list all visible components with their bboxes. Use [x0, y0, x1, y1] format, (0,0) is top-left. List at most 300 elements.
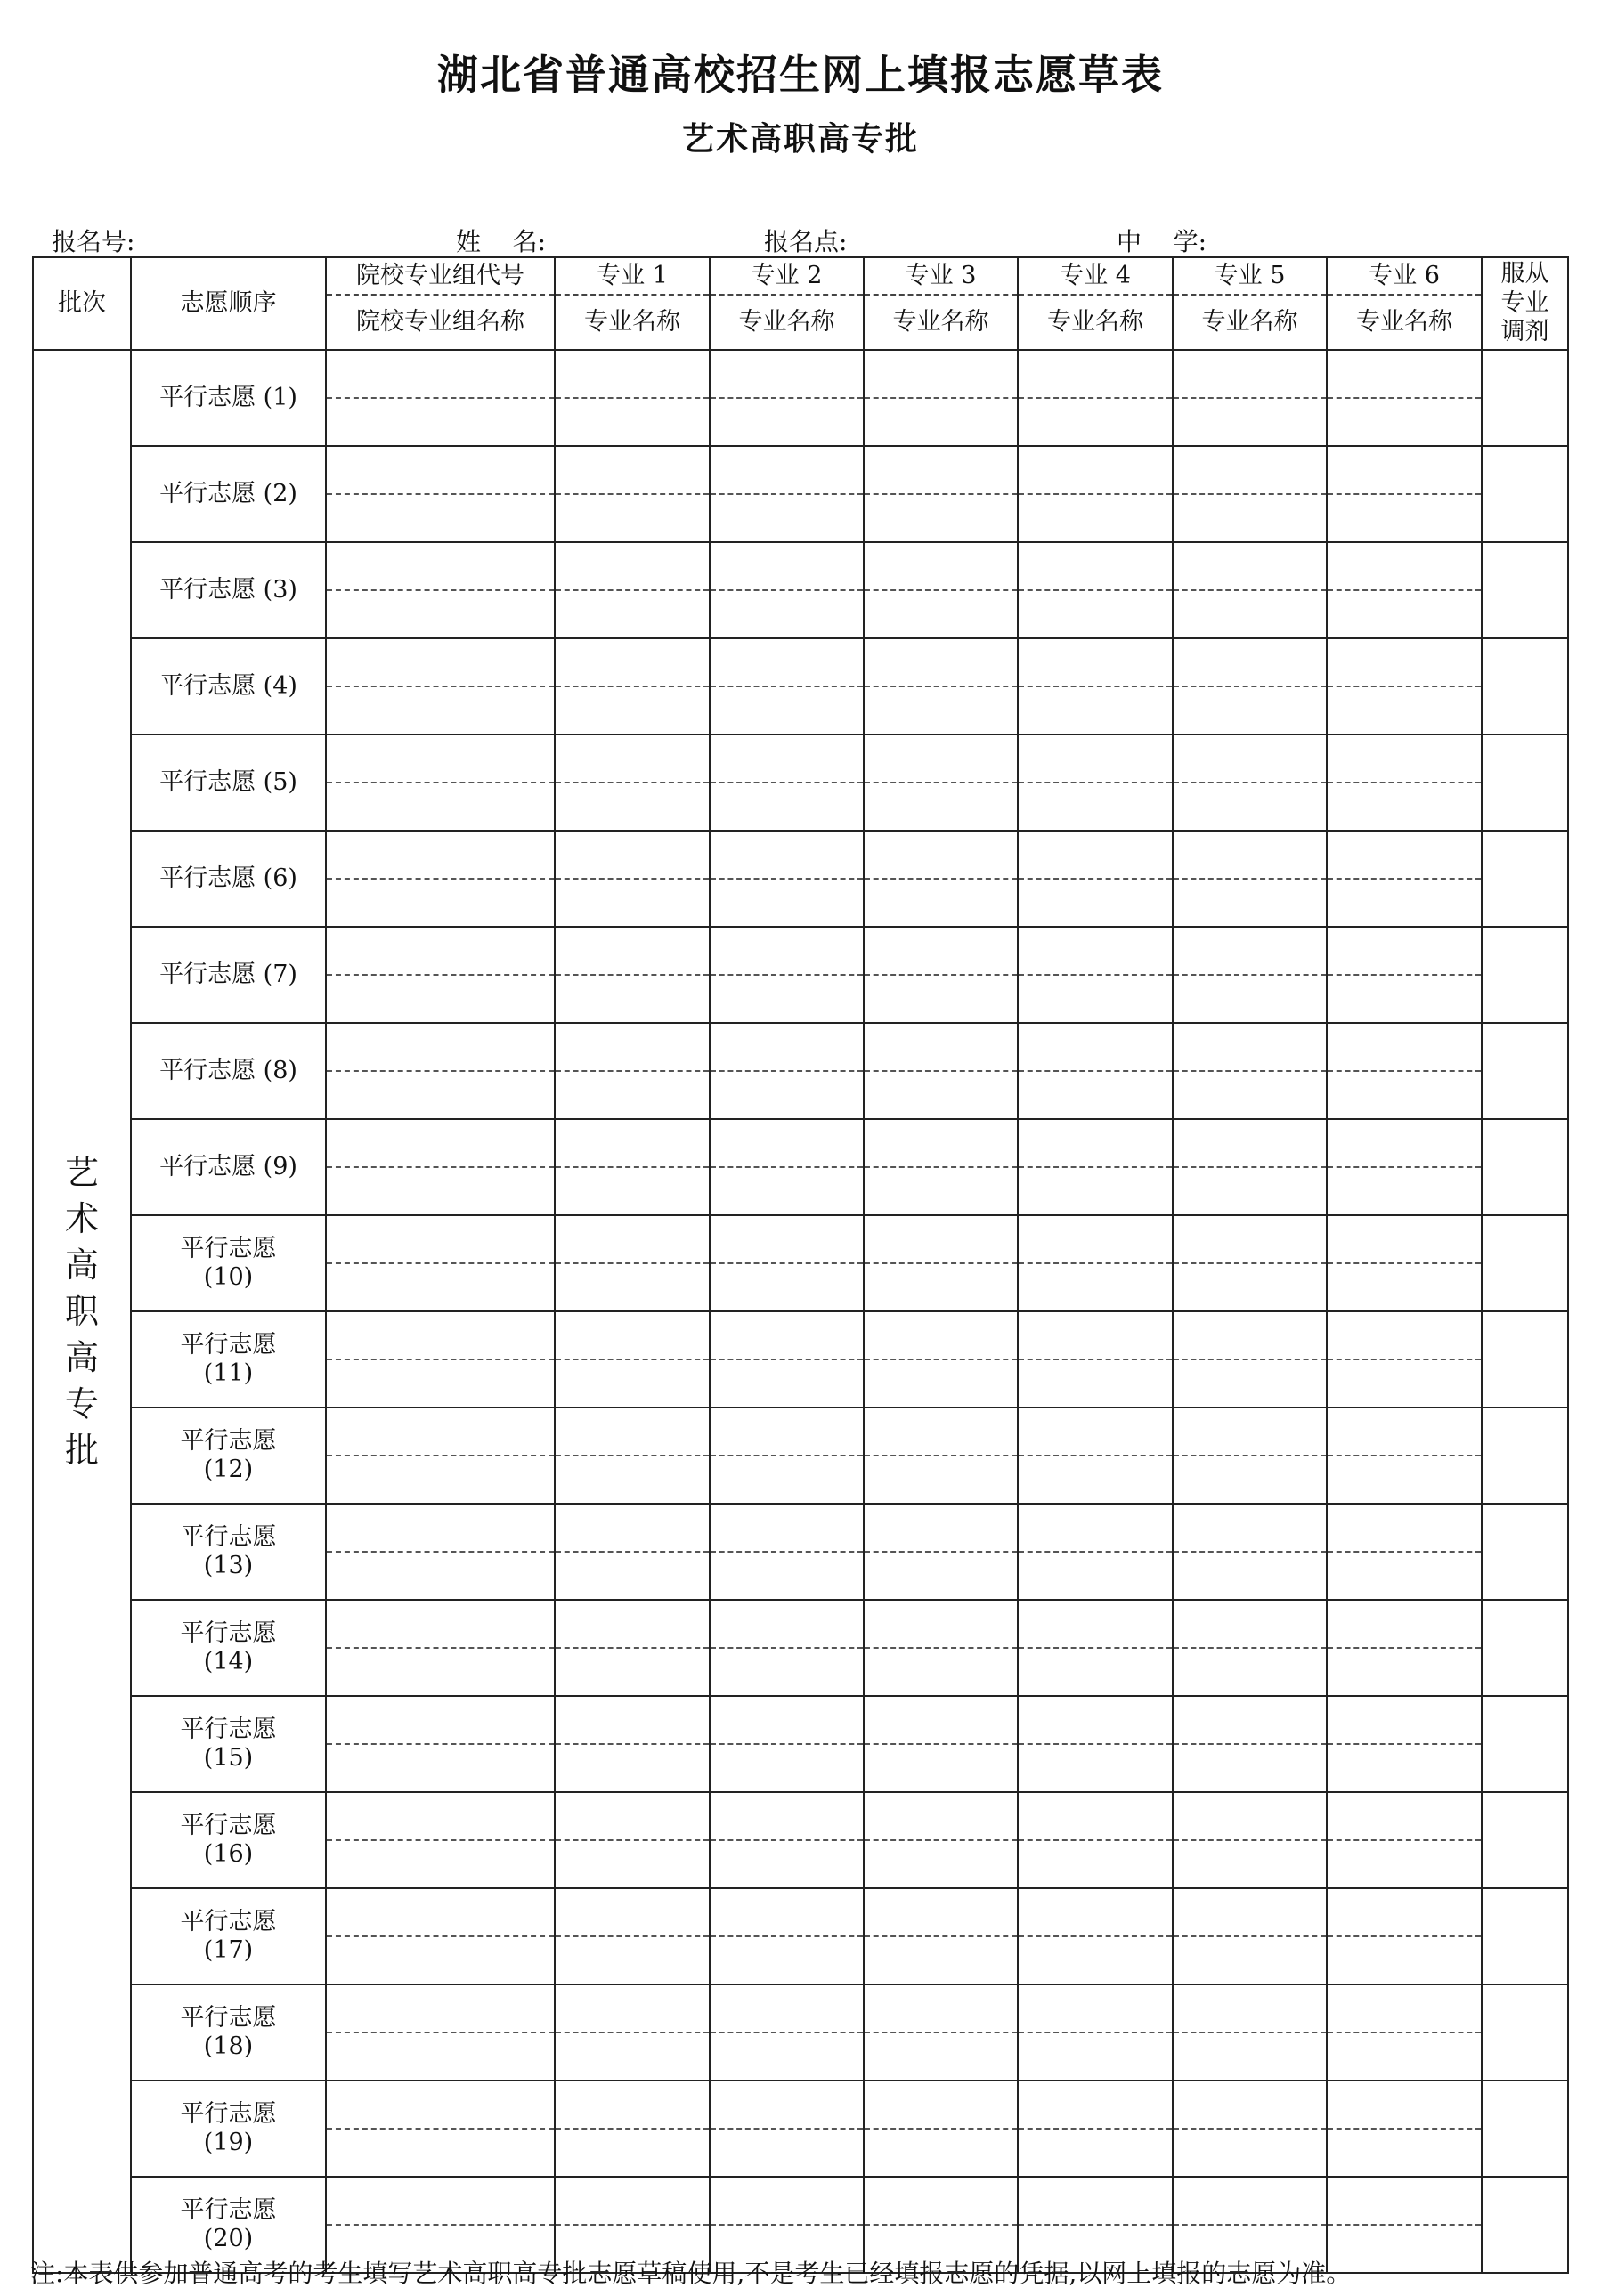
major-3-cell[interactable] [864, 1696, 1018, 1744]
major-4-header: 专业 4 [1018, 257, 1173, 295]
major-2-cell[interactable] [710, 1408, 864, 1456]
major-name-header: 专业名称 [710, 295, 864, 350]
major-1-cell[interactable] [555, 2177, 710, 2225]
major-2-cell[interactable] [710, 1792, 864, 1840]
major-4-name-cell[interactable] [1018, 879, 1173, 927]
group-code-cell[interactable] [326, 446, 555, 494]
major-3-name-cell[interactable] [864, 1263, 1018, 1311]
major-4-cell[interactable] [1018, 446, 1173, 494]
major-3-name-cell[interactable] [864, 1744, 1018, 1792]
major-1-cell[interactable] [555, 1696, 710, 1744]
major-4-cell[interactable] [1018, 1215, 1173, 1263]
major-2-name-cell[interactable] [710, 398, 864, 446]
major-3-cell[interactable] [864, 1792, 1018, 1840]
major-6-cell[interactable] [1327, 1119, 1482, 1167]
major-2-name-cell[interactable] [710, 494, 864, 542]
major-2-name-cell[interactable] [710, 1456, 864, 1504]
major-2-cell[interactable] [710, 831, 864, 879]
major-4-name-cell[interactable] [1018, 1263, 1173, 1311]
major-2-name-cell[interactable] [710, 1744, 864, 1792]
major-4-name-cell[interactable] [1018, 590, 1173, 638]
major-4-cell[interactable] [1018, 350, 1173, 398]
major-5-name-cell[interactable] [1173, 1936, 1327, 1984]
major-1-name-cell[interactable] [555, 590, 710, 638]
major-6-name-cell[interactable] [1327, 879, 1482, 927]
major-3-name-cell[interactable] [864, 494, 1018, 542]
adjustment-cell[interactable] [1482, 350, 1568, 446]
major-4-name-cell[interactable] [1018, 398, 1173, 446]
major-1-cell[interactable] [555, 1984, 710, 2032]
major-1-cell[interactable] [555, 1792, 710, 1840]
major-2-name-cell[interactable] [710, 879, 864, 927]
group-code-cell[interactable] [326, 350, 555, 398]
choice-order-cell [131, 1119, 326, 1215]
major-5-cell[interactable] [1173, 1984, 1327, 2032]
major-3-cell[interactable] [864, 1504, 1018, 1552]
major-3-cell[interactable] [864, 1984, 1018, 2032]
group-code-cell[interactable] [326, 2177, 555, 2225]
major-2-name-cell[interactable] [710, 1263, 864, 1311]
group-name-cell[interactable] [326, 1167, 555, 1215]
major-3-cell[interactable] [864, 1311, 1018, 1359]
major-6-name-cell[interactable] [1327, 1071, 1482, 1119]
major-1-name-cell[interactable] [555, 2129, 710, 2177]
major-6-cell[interactable] [1327, 1408, 1482, 1456]
major-5-cell[interactable] [1173, 927, 1327, 975]
major-1-name-cell[interactable] [555, 1456, 710, 1504]
major-1-cell[interactable] [555, 1119, 710, 1167]
major-4-name-cell[interactable] [1018, 2129, 1173, 2177]
major-1-name-cell[interactable] [555, 1263, 710, 1311]
major-3-cell[interactable] [864, 1023, 1018, 1071]
major-1-name-cell[interactable] [555, 398, 710, 446]
group-code-cell[interactable] [326, 1215, 555, 1263]
major-1-name-cell[interactable] [555, 1648, 710, 1696]
major-2-cell[interactable] [710, 446, 864, 494]
major-5-name-cell[interactable] [1173, 1648, 1327, 1696]
major-6-cell[interactable] [1327, 1888, 1482, 1936]
major-2-name-cell[interactable] [710, 590, 864, 638]
major-5-name-cell[interactable] [1173, 2129, 1327, 2177]
major-3-name-cell[interactable] [864, 590, 1018, 638]
major-3-cell[interactable] [864, 734, 1018, 783]
major-2-cell[interactable] [710, 734, 864, 783]
major-6-cell[interactable] [1327, 831, 1482, 879]
major-2-cell[interactable] [710, 1888, 864, 1936]
major-6-name-cell[interactable] [1327, 398, 1482, 446]
adjustment-cell[interactable] [1482, 1888, 1568, 1984]
adjustment-cell[interactable] [1482, 542, 1568, 638]
major-3-name-cell[interactable] [864, 2129, 1018, 2177]
group-code-cell[interactable] [326, 1311, 555, 1359]
adjustment-cell[interactable] [1482, 831, 1568, 927]
major-2-cell[interactable] [710, 1023, 864, 1071]
major-2-cell[interactable] [710, 1215, 864, 1263]
adjustment-cell[interactable] [1482, 927, 1568, 1023]
major-6-name-cell[interactable] [1327, 975, 1482, 1023]
major-4-name-cell[interactable] [1018, 494, 1173, 542]
group-name-cell[interactable] [326, 1456, 555, 1504]
major-2-name-cell[interactable] [710, 2032, 864, 2081]
major-3-name-cell[interactable] [864, 2032, 1018, 2081]
major-6-cell[interactable] [1327, 734, 1482, 783]
major-4-cell[interactable] [1018, 1888, 1173, 1936]
major-6-cell[interactable] [1327, 446, 1482, 494]
major-5-name-cell[interactable] [1173, 879, 1327, 927]
major-4-cell[interactable] [1018, 1600, 1173, 1648]
major-6-name-cell[interactable] [1327, 1263, 1482, 1311]
major-3-name-cell[interactable] [864, 1936, 1018, 1984]
major-4-name-cell[interactable] [1018, 1071, 1173, 1119]
group-name-cell[interactable] [326, 1744, 555, 1792]
major-3-name-cell[interactable] [864, 1167, 1018, 1215]
major-6-name-cell[interactable] [1327, 1167, 1482, 1215]
major-1-cell[interactable] [555, 831, 710, 879]
major-3-cell[interactable] [864, 1600, 1018, 1648]
adjustment-cell[interactable] [1482, 2081, 1568, 2177]
major-4-cell[interactable] [1018, 1792, 1173, 1840]
major-1-cell[interactable] [555, 542, 710, 590]
major-5-name-cell[interactable] [1173, 975, 1327, 1023]
major-4-cell[interactable] [1018, 2177, 1173, 2225]
group-code-cell[interactable] [326, 1600, 555, 1648]
major-6-name-cell[interactable] [1327, 494, 1482, 542]
major-4-cell[interactable] [1018, 927, 1173, 975]
major-3-cell[interactable] [864, 927, 1018, 975]
major-4-name-cell[interactable] [1018, 1552, 1173, 1600]
major-1-name-cell[interactable] [555, 1552, 710, 1600]
major-3-cell[interactable] [864, 2081, 1018, 2129]
major-6-cell[interactable] [1327, 2081, 1482, 2129]
group-name-cell[interactable] [326, 1071, 555, 1119]
group-code-cell[interactable] [326, 1696, 555, 1744]
major-5-cell[interactable] [1173, 831, 1327, 879]
major-5-cell[interactable] [1173, 2081, 1327, 2129]
major-5-name-cell[interactable] [1173, 1744, 1327, 1792]
major-6-name-cell[interactable] [1327, 1359, 1482, 1408]
major-6-name-cell[interactable] [1327, 1456, 1482, 1504]
major-4-cell[interactable] [1018, 542, 1173, 590]
major-4-name-cell[interactable] [1018, 1936, 1173, 1984]
major-6-cell[interactable] [1327, 542, 1482, 590]
major-2-name-cell[interactable] [710, 1648, 864, 1696]
group-code-cell[interactable] [326, 1023, 555, 1071]
group-code-cell[interactable] [326, 542, 555, 590]
major-2-name-cell[interactable] [710, 686, 864, 734]
major-3-cell[interactable] [864, 638, 1018, 686]
major-3-cell[interactable] [864, 1408, 1018, 1456]
major-1-name-cell[interactable] [555, 2032, 710, 2081]
major-5-cell[interactable] [1173, 1023, 1327, 1071]
major-4-name-cell[interactable] [1018, 686, 1173, 734]
major-2-cell[interactable] [710, 1696, 864, 1744]
major-2-cell[interactable] [710, 1504, 864, 1552]
major-4-name-cell[interactable] [1018, 1648, 1173, 1696]
major-4-name-cell[interactable] [1018, 1456, 1173, 1504]
major-1-cell[interactable] [555, 1888, 710, 1936]
major-2-cell[interactable] [710, 1984, 864, 2032]
major-4-cell[interactable] [1018, 1408, 1173, 1456]
major-2-name-cell[interactable] [710, 1359, 864, 1408]
major-5-name-cell[interactable] [1173, 1167, 1327, 1215]
major-4-name-cell[interactable] [1018, 1744, 1173, 1792]
major-3-name-cell[interactable] [864, 1456, 1018, 1504]
major-6-name-cell[interactable] [1327, 590, 1482, 638]
major-6-cell[interactable] [1327, 1600, 1482, 1648]
major-5-cell[interactable] [1173, 2177, 1327, 2225]
major-6-cell[interactable] [1327, 1696, 1482, 1744]
major-4-cell[interactable] [1018, 1311, 1173, 1359]
major-1-name-cell[interactable] [555, 1936, 710, 1984]
major-3-name-cell[interactable] [864, 975, 1018, 1023]
major-1-name-cell[interactable] [555, 1744, 710, 1792]
adjustment-cell[interactable] [1482, 446, 1568, 542]
major-2-name-cell[interactable] [710, 1936, 864, 1984]
major-4-cell[interactable] [1018, 1119, 1173, 1167]
adjustment-cell[interactable] [1482, 1984, 1568, 2081]
major-5-name-cell[interactable] [1173, 2032, 1327, 2081]
major-1-cell[interactable] [555, 1408, 710, 1456]
group-code-cell[interactable] [326, 1408, 555, 1456]
group-code-cell[interactable] [326, 831, 555, 879]
major-5-cell[interactable] [1173, 1119, 1327, 1167]
major-6-name-cell[interactable] [1327, 1648, 1482, 1696]
batch-label: 艺术高职高专批 [64, 1153, 99, 1470]
major-2-name-cell[interactable] [710, 1071, 864, 1119]
major-5-cell[interactable] [1173, 638, 1327, 686]
major-2-cell[interactable] [710, 638, 864, 686]
major-2-cell[interactable] [710, 1119, 864, 1167]
adjustment-cell[interactable] [1482, 1792, 1568, 1888]
major-3-name-cell[interactable] [864, 879, 1018, 927]
major-5-name-cell[interactable] [1173, 494, 1327, 542]
major-3-name-cell[interactable] [864, 1071, 1018, 1119]
group-name-cell[interactable] [326, 590, 555, 638]
table-row [33, 2177, 1568, 2225]
major-5-cell[interactable] [1173, 734, 1327, 783]
major-4-cell[interactable] [1018, 2081, 1173, 2129]
major-5-cell[interactable] [1173, 1504, 1327, 1552]
major-6-cell[interactable] [1327, 1984, 1482, 2032]
group-name-cell[interactable] [326, 398, 555, 446]
major-4-name-cell[interactable] [1018, 783, 1173, 831]
group-name-cell[interactable] [326, 1840, 555, 1888]
adjustment-cell[interactable] [1482, 1696, 1568, 1792]
major-4-name-cell[interactable] [1018, 1840, 1173, 1888]
major-1-name-cell[interactable] [555, 783, 710, 831]
major-5-cell[interactable] [1173, 542, 1327, 590]
major-2-cell[interactable] [710, 1311, 864, 1359]
high-school-label: 中 学: [1117, 227, 1207, 256]
major-4-cell[interactable] [1018, 1023, 1173, 1071]
major-2-cell[interactable] [710, 1600, 864, 1648]
major-1-name-cell[interactable] [555, 686, 710, 734]
major-6-cell[interactable] [1327, 1504, 1482, 1552]
major-2-name-cell[interactable] [710, 1840, 864, 1888]
major-1-cell[interactable] [555, 350, 710, 398]
major-5-cell[interactable] [1173, 1792, 1327, 1840]
major-6-cell[interactable] [1327, 350, 1482, 398]
major-6-name-cell[interactable] [1327, 1936, 1482, 1984]
major-5-name-cell[interactable] [1173, 686, 1327, 734]
group-code-cell[interactable] [326, 1504, 555, 1552]
major-6-name-cell[interactable] [1327, 1840, 1482, 1888]
group-name-cell[interactable] [326, 975, 555, 1023]
major-4-cell[interactable] [1018, 831, 1173, 879]
major-5-cell[interactable] [1173, 1696, 1327, 1744]
major-6-name-cell[interactable] [1327, 1744, 1482, 1792]
major-2-cell[interactable] [710, 2081, 864, 2129]
group-name-cell[interactable] [326, 494, 555, 542]
major-1-cell[interactable] [555, 927, 710, 975]
major-5-name-cell[interactable] [1173, 783, 1327, 831]
major-6-cell[interactable] [1327, 2177, 1482, 2225]
major-3-name-cell[interactable] [864, 1552, 1018, 1600]
major-3-name-cell[interactable] [864, 1840, 1018, 1888]
major-1-cell[interactable] [555, 1600, 710, 1648]
group-code-cell[interactable] [326, 1888, 555, 1936]
major-name-header: 专业名称 [1327, 295, 1482, 350]
major-1-cell[interactable] [555, 1023, 710, 1071]
major-1-name-cell[interactable] [555, 494, 710, 542]
major-6-name-cell[interactable] [1327, 1552, 1482, 1600]
group-code-cell[interactable] [326, 1792, 555, 1840]
adjustment-cell[interactable] [1482, 1408, 1568, 1504]
major-1-name-cell[interactable] [555, 1071, 710, 1119]
major-1-name-cell[interactable] [555, 1167, 710, 1215]
major-5-name-cell[interactable] [1173, 1456, 1327, 1504]
adjustment-cell[interactable] [1482, 1311, 1568, 1408]
major-6-name-cell[interactable] [1327, 2032, 1482, 2081]
group-name-cell[interactable] [326, 1263, 555, 1311]
major-5-name-cell[interactable] [1173, 398, 1327, 446]
major-2-name-cell[interactable] [710, 1167, 864, 1215]
major-1-name-cell[interactable] [555, 879, 710, 927]
major-6-cell[interactable] [1327, 927, 1482, 975]
major-3-cell[interactable] [864, 350, 1018, 398]
group-name-cell[interactable] [326, 686, 555, 734]
adjustment-cell[interactable] [1482, 1119, 1568, 1215]
major-2-name-cell[interactable] [710, 783, 864, 831]
major-3-name-cell[interactable] [864, 1648, 1018, 1696]
major-5-cell[interactable] [1173, 1600, 1327, 1648]
major-2-cell[interactable] [710, 542, 864, 590]
major-5-name-cell[interactable] [1173, 590, 1327, 638]
major-3-cell[interactable] [864, 542, 1018, 590]
major-2-name-cell[interactable] [710, 1552, 864, 1600]
major-5-name-cell[interactable] [1173, 1263, 1327, 1311]
major-1-cell[interactable] [555, 1311, 710, 1359]
group-name-cell[interactable] [326, 783, 555, 831]
major-2-cell[interactable] [710, 350, 864, 398]
group-code-cell[interactable] [326, 734, 555, 783]
major-3-name-cell[interactable] [864, 1359, 1018, 1408]
major-4-cell[interactable] [1018, 734, 1173, 783]
major-3-name-cell[interactable] [864, 783, 1018, 831]
group-name-cell[interactable] [326, 2129, 555, 2177]
major-5-cell[interactable] [1173, 1408, 1327, 1456]
major-4-cell[interactable] [1018, 1504, 1173, 1552]
major-3-cell[interactable] [864, 1888, 1018, 1936]
major-1-cell[interactable] [555, 2081, 710, 2129]
major-5-cell[interactable] [1173, 1311, 1327, 1359]
major-1-name-cell[interactable] [555, 1359, 710, 1408]
major-2-name-cell[interactable] [710, 2129, 864, 2177]
major-4-name-cell[interactable] [1018, 1359, 1173, 1408]
major-3-name-cell[interactable] [864, 686, 1018, 734]
major-6-name-cell[interactable] [1327, 2129, 1482, 2177]
major-1-name-cell[interactable] [555, 1840, 710, 1888]
adjustment-cell[interactable] [1482, 638, 1568, 734]
major-5-cell[interactable] [1173, 1215, 1327, 1263]
major-4-cell[interactable] [1018, 1984, 1173, 2032]
major-3-cell[interactable] [864, 2177, 1018, 2225]
group-code-cell[interactable] [326, 638, 555, 686]
major-6-name-cell[interactable] [1327, 783, 1482, 831]
major-4-name-cell[interactable] [1018, 1167, 1173, 1215]
major-3-cell[interactable] [864, 1119, 1018, 1167]
major-1-cell[interactable] [555, 734, 710, 783]
group-code-cell[interactable] [326, 2081, 555, 2129]
major-6-cell[interactable] [1327, 1023, 1482, 1071]
major-6-cell[interactable] [1327, 638, 1482, 686]
major-3-cell[interactable] [864, 1215, 1018, 1263]
major-5-name-cell[interactable] [1173, 1359, 1327, 1408]
group-code-cell[interactable] [326, 1119, 555, 1167]
major-4-cell[interactable] [1018, 638, 1173, 686]
major-1-cell[interactable] [555, 1215, 710, 1263]
major-2-cell[interactable] [710, 927, 864, 975]
major-3-cell[interactable] [864, 831, 1018, 879]
group-name-cell[interactable] [326, 1552, 555, 1600]
group-name-cell[interactable] [326, 1359, 555, 1408]
group-name-cell[interactable] [326, 1648, 555, 1696]
major-3-name-cell[interactable] [864, 398, 1018, 446]
major-5-cell[interactable] [1173, 350, 1327, 398]
major-5-name-cell[interactable] [1173, 1840, 1327, 1888]
major-5-name-cell[interactable] [1173, 1071, 1327, 1119]
group-name-cell[interactable] [326, 1936, 555, 1984]
group-name-cell[interactable] [326, 2032, 555, 2081]
group-code-cell[interactable] [326, 927, 555, 975]
adjustment-cell[interactable] [1482, 2177, 1568, 2273]
major-5-cell[interactable] [1173, 1888, 1327, 1936]
adjustment-cell[interactable] [1482, 734, 1568, 831]
major-5-name-cell[interactable] [1173, 1552, 1327, 1600]
adjustment-cell[interactable] [1482, 1600, 1568, 1696]
major-1-cell[interactable] [555, 638, 710, 686]
group-code-cell[interactable] [326, 1984, 555, 2032]
major-4-name-cell[interactable] [1018, 975, 1173, 1023]
major-1-cell[interactable] [555, 446, 710, 494]
major-6-name-cell[interactable] [1327, 686, 1482, 734]
major-4-name-cell[interactable] [1018, 2032, 1173, 2081]
major-1-cell[interactable] [555, 1504, 710, 1552]
major-2-cell[interactable] [710, 2177, 864, 2225]
major-5-cell[interactable] [1173, 446, 1327, 494]
major-4-cell[interactable] [1018, 1696, 1173, 1744]
adjustment-cell[interactable] [1482, 1215, 1568, 1311]
major-2-name-cell[interactable] [710, 975, 864, 1023]
major-6-cell[interactable] [1327, 1311, 1482, 1359]
major-6-cell[interactable] [1327, 1792, 1482, 1840]
major-6-cell[interactable] [1327, 1215, 1482, 1263]
group-name-cell[interactable] [326, 879, 555, 927]
adjustment-cell[interactable] [1482, 1023, 1568, 1119]
adjustment-cell[interactable] [1482, 1504, 1568, 1600]
major-3-cell[interactable] [864, 446, 1018, 494]
major-1-name-cell[interactable] [555, 975, 710, 1023]
